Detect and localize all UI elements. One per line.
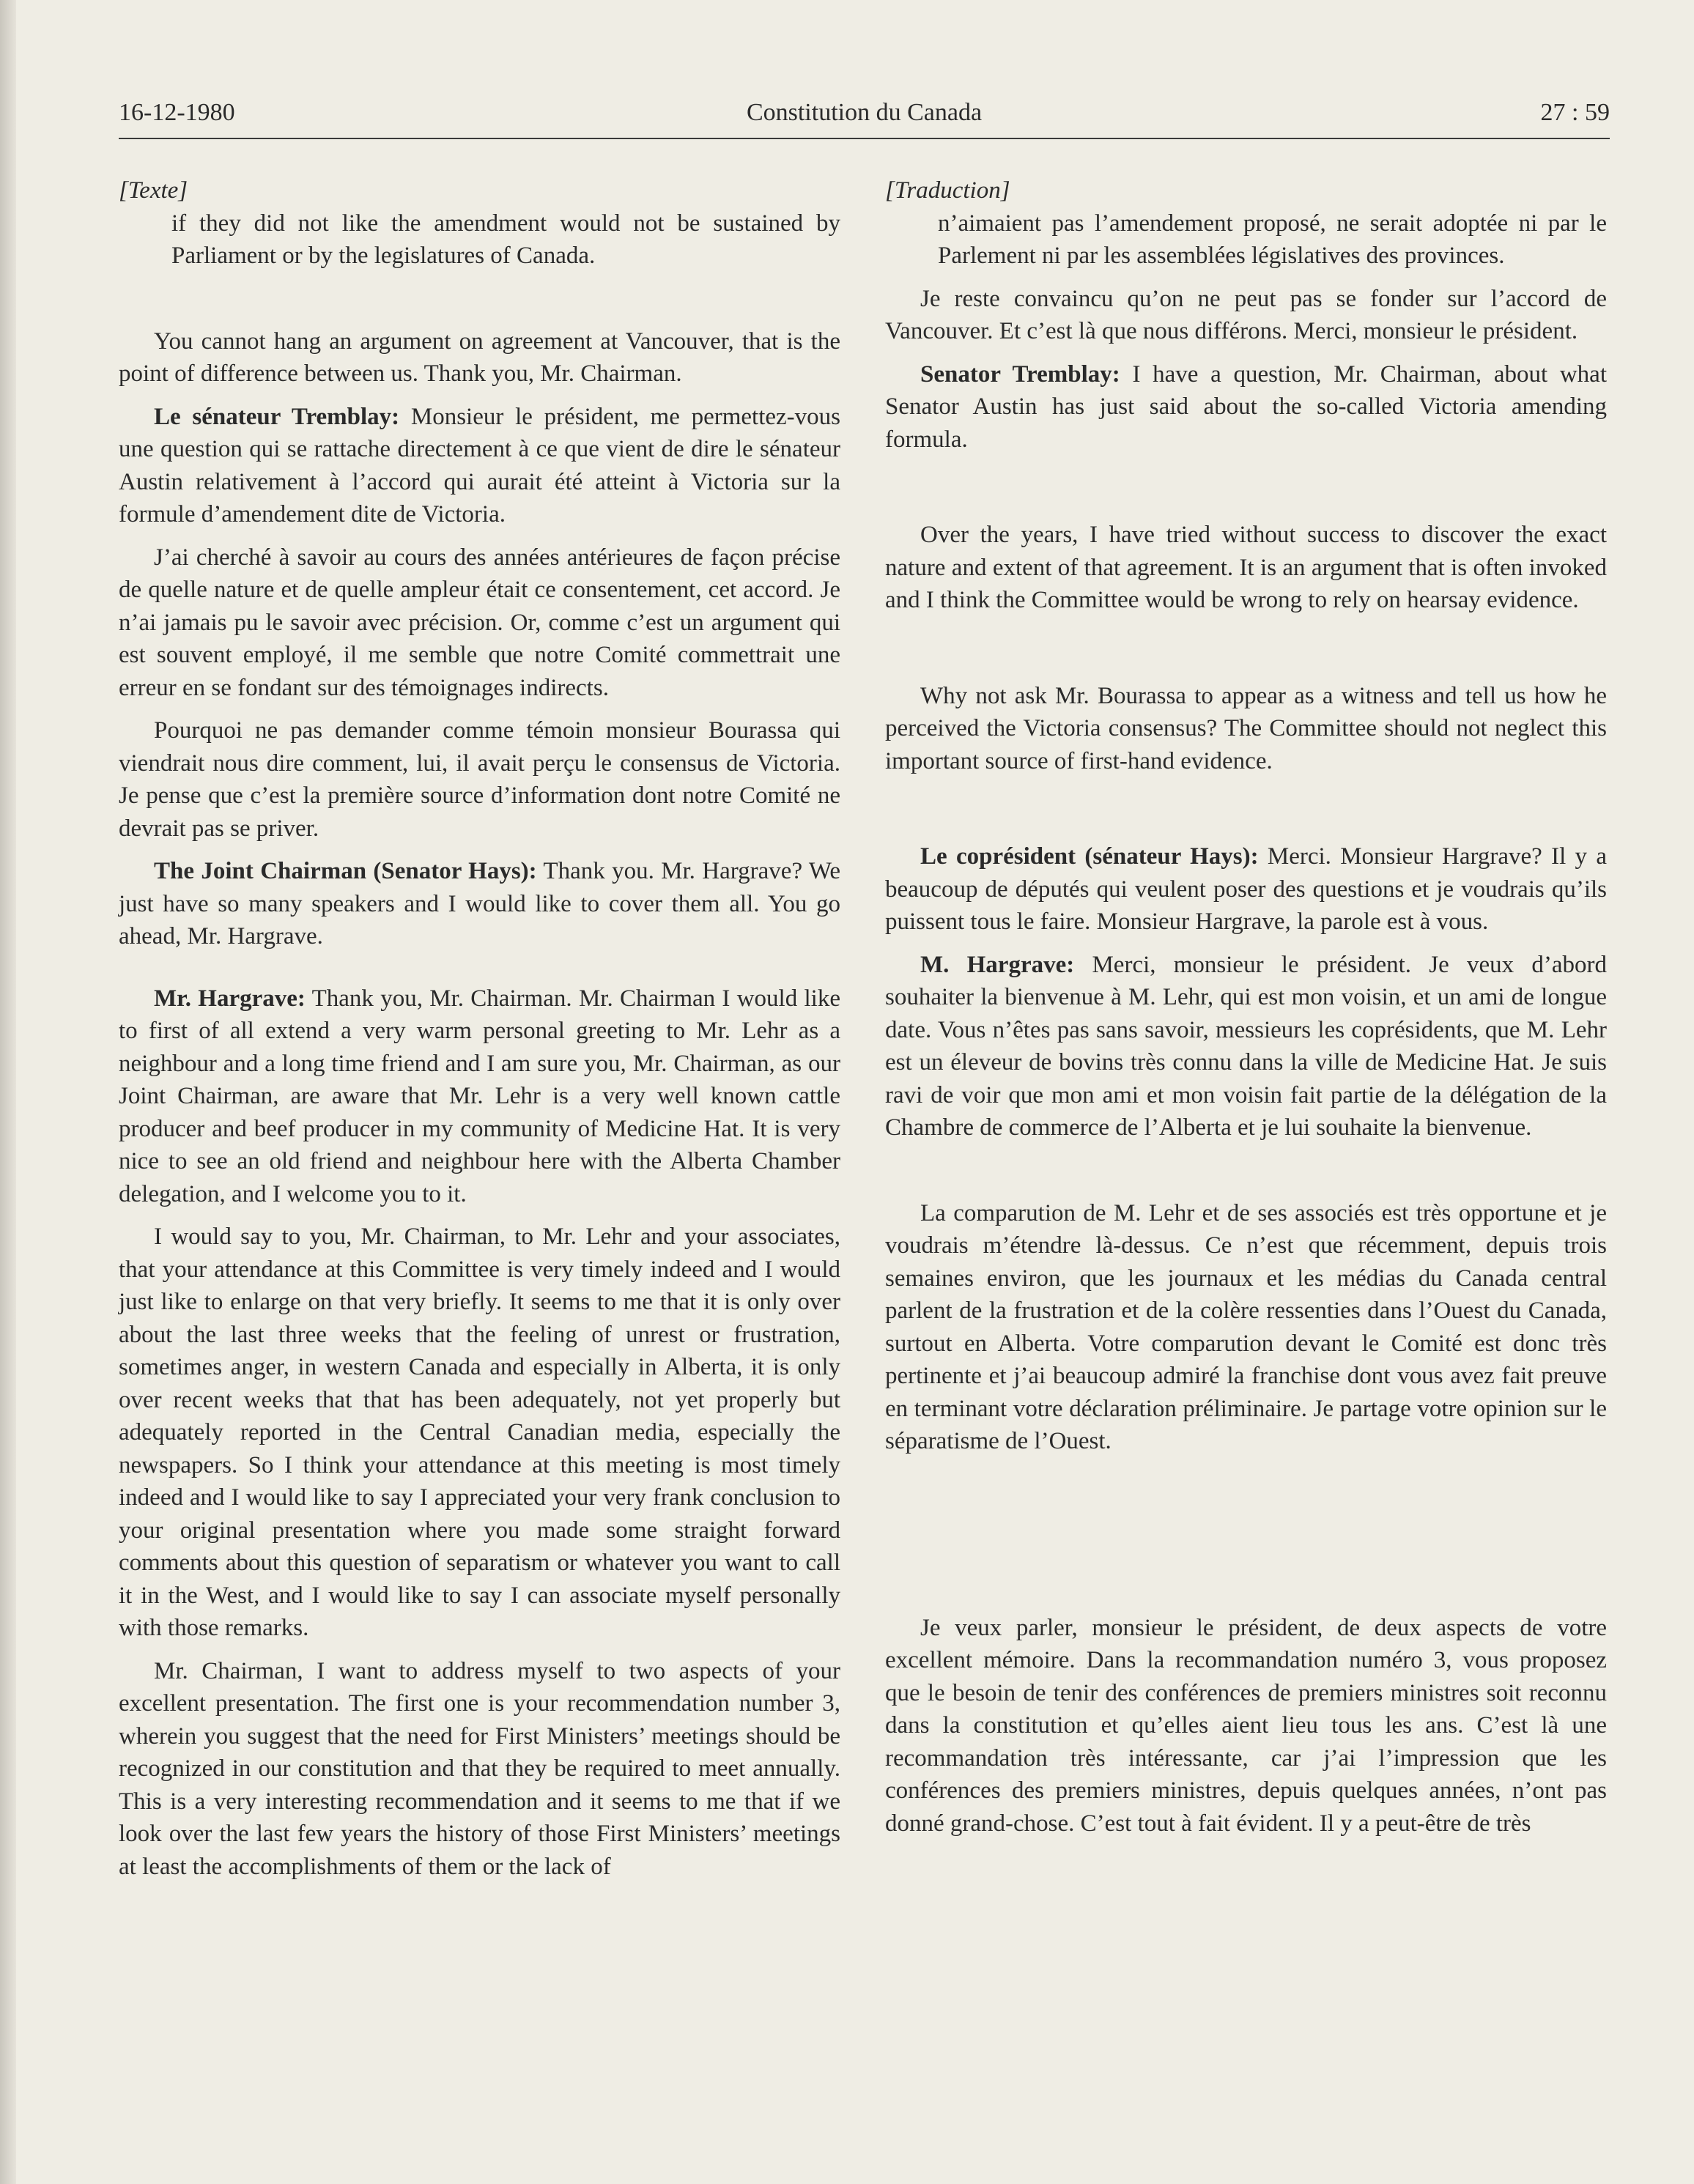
paragraph: The Joint Chairman (Senator Hays): Thank you. Mr. Hargrave? We just have so many speakers and I would like to cover them all. You go ahead, Mr. Hargrave. bbox=[119, 858, 840, 950]
header-page-number: 27 : 59 bbox=[1540, 99, 1610, 126]
header-date: 16-12-1980 bbox=[119, 99, 235, 126]
paragraph: Why not ask Mr. Bourassa to appear as a witness and tell us how he perceived the Victoria consensus? The Committee should not neglect this important source of first-hand evidence. bbox=[885, 682, 1607, 774]
speaker-name: Mr. Hargrave: bbox=[154, 985, 306, 1012]
paragraph: La comparution de M. Lehr et de ses associés est très opportune et je voudrais m’étendre là-dessus. Ce n’est que récemment, depuis trois semaines environ, que les journaux et les médias du Canada central parlent de la frustration et de la colère ressenties dans l’Ouest du Canada, surtout en Alberta. Votre comparution devant le Comité est donc très pertinente et j’ai beaucoup admiré la franchise dont vous avez fait preuve en terminant votre déclaration préliminaire. Je partage votre opinion sur le séparatisme de l’Ouest. bbox=[885, 1199, 1607, 1454]
paragraph: Je veux parler, monsieur le président, de deux aspects de votre excellent mémoire. Dans la recommandation numéro 3, vous proposez que le besoin de tenir des conférences de premiers ministres soit reconnu dans la constitution et qu’elles aient lieu tous les ans. C’est là une recommandation très intéressante, car j’ai l’impression que les conférences des premiers ministres, depuis quelques années, n’ont pas donné grand-chose. C’est tout à fait évident. Il y a peut-être de très bbox=[885, 1614, 1607, 1837]
speaker-name: Le sénateur Tremblay: bbox=[154, 403, 400, 430]
paragraph: You cannot hang an argument on agreement at Vancouver, that is the point of difference between us. Thank you, Mr. Chairman. bbox=[119, 327, 840, 387]
paragraph: M. Hargrave: Merci, monsieur le président. Je veux d’abord souhaiter la bienvenue à M. Lehr, qui est mon voisin, et un ami de longue date. Vous n’êtes pas sans savoir, messieurs les coprésidents, que M. Lehr est un éleveur de bovins très connu dans la ville de Medicine Hat. Je suis ravi de voir que mon ami et mon voisin fait partie de la délégation de la Chambre de commerce de l’Alberta et je lui souhaite la bienvenue. bbox=[885, 951, 1607, 1141]
paragraph: Mr. Hargrave: Thank you, Mr. Chairman. Mr. Chairman I would like to first of all extend a very warm personal greeting to Mr. Lehr as a neighbour and a long time friend and I am sure you, Mr. Chairman, as our Joint Chairman, are aware that Mr. Lehr is a very well known cattle producer and beef producer in my community of Medicine Hat. It is very nice to see an old friend and neighbour here with the Alberta Chamber delegation, and I welcome you to it. bbox=[119, 985, 840, 1207]
paragraph: Senator Tremblay: I have a question, Mr. Chairman, about what Senator Austin has just said about the so-called Victoria amending formula. bbox=[885, 360, 1607, 453]
speaker-name: M. Hargrave: bbox=[920, 951, 1075, 978]
language-tag: [Texte] bbox=[119, 177, 188, 204]
paragraph: Je reste convaincu qu’on ne peut pas se fonder sur l’accord de Vancouver. Et c’est là que nous différons. Merci, monsieur le président. bbox=[885, 285, 1607, 344]
header-rule bbox=[119, 138, 1610, 139]
page-edge bbox=[0, 0, 16, 2184]
paragraph: Over the years, I have tried without success to discover the exact nature and extent of that agreement. It is an argument that is often invoked and I think the Committee would be wrong to rely on hearsay evidence. bbox=[885, 522, 1607, 613]
paragraph: Pourquoi ne pas demander comme témoin monsieur Bourassa qui viendrait nous dire comment, lui, il avait perçu le consensus de Victoria. Je pense que c’est la première source d’information dont notre Comité ne devrait pas se priver. bbox=[119, 717, 840, 842]
paragraph: Mr. Chairman, I want to address myself to two aspects of your excellent presentation. The first one is your recommendation number 3, wherein you suggest that the need for First Ministers’ meetings should be recognized in our constitution and that they be required to meet annually. This is a very interesting recommendation and it seems to me that if we look over the last few years the history of those First Ministers’ meetings at least the accomplishments of them or the lack of bbox=[119, 1657, 840, 1880]
page-header bbox=[119, 99, 1610, 136]
speaker-name: Le coprésident (sénateur Hays): bbox=[920, 843, 1259, 870]
header-title: Constitution du Canada bbox=[746, 99, 983, 126]
paragraph: I would say to you, Mr. Chairman, to Mr. Lehr and your associates, that your attendance at this Committee is very timely indeed and I would just like to enlarge on that very briefly. It seems to me that it is only over about the last three weeks that the feeling of unrest or frustration, sometimes anger, in western Canada and especially in Alberta, it is only over recent weeks that that has been adequately, not yet properly but adequately reported in the Central Canadian media, especially the newspapers. So I think your attendance at this meeting is most timely indeed and I would like to say I appreciated your very frank conclusion to your original presentation where you made some straight forward comments about this question of separatism or whatever you want to call it in the West, and I would like to say I can associate myself personally with those remarks. bbox=[119, 1224, 840, 1641]
speaker-name: Senator Tremblay: bbox=[920, 360, 1120, 388]
left-column bbox=[119, 174, 840, 1883]
paragraph: Le sénateur Tremblay: Monsieur le président, me permettez-vous une question qui se rattache directement à ce que vient de dire le sénateur Austin relativement à l’accord qui aurait été atteint à Victoria sur la formule d’amendement dite de Victoria. bbox=[119, 403, 841, 528]
paragraph: Le coprésident (sénateur Hays): Merci. Monsieur Hargrave? Il y a beaucoup de députés qui veulent poser des questions et je voudrais qu’ils puissent tous le faire. Monsieur Hargrave, la parole est à vous. bbox=[885, 843, 1607, 935]
paragraph: n’aimaient pas l’amendement proposé, ne serait adoptée ni par le Parlement ni par les assemblées législatives des provinces. bbox=[938, 210, 1607, 269]
language-tag: [Traduction] bbox=[885, 177, 1010, 204]
paragraph: if they did not like the amendment would not be sustained by Parliament or by the legislatures of Canada. bbox=[171, 210, 840, 269]
paragraph: J’ai cherché à savoir au cours des années antérieures de façon précise de quelle nature et de quelle ampleur était ce consentement, cet accord. Je n’ai jamais pu le savoir avec précision. Or, comme c’est un argument qui est souvent employé, il me semble que notre Comité commettrait une erreur en se fondant sur des témoignages indirects. bbox=[119, 544, 840, 701]
right-column bbox=[885, 174, 1607, 1840]
speaker-name: The Joint Chairman (Senator Hays): bbox=[154, 858, 537, 884]
